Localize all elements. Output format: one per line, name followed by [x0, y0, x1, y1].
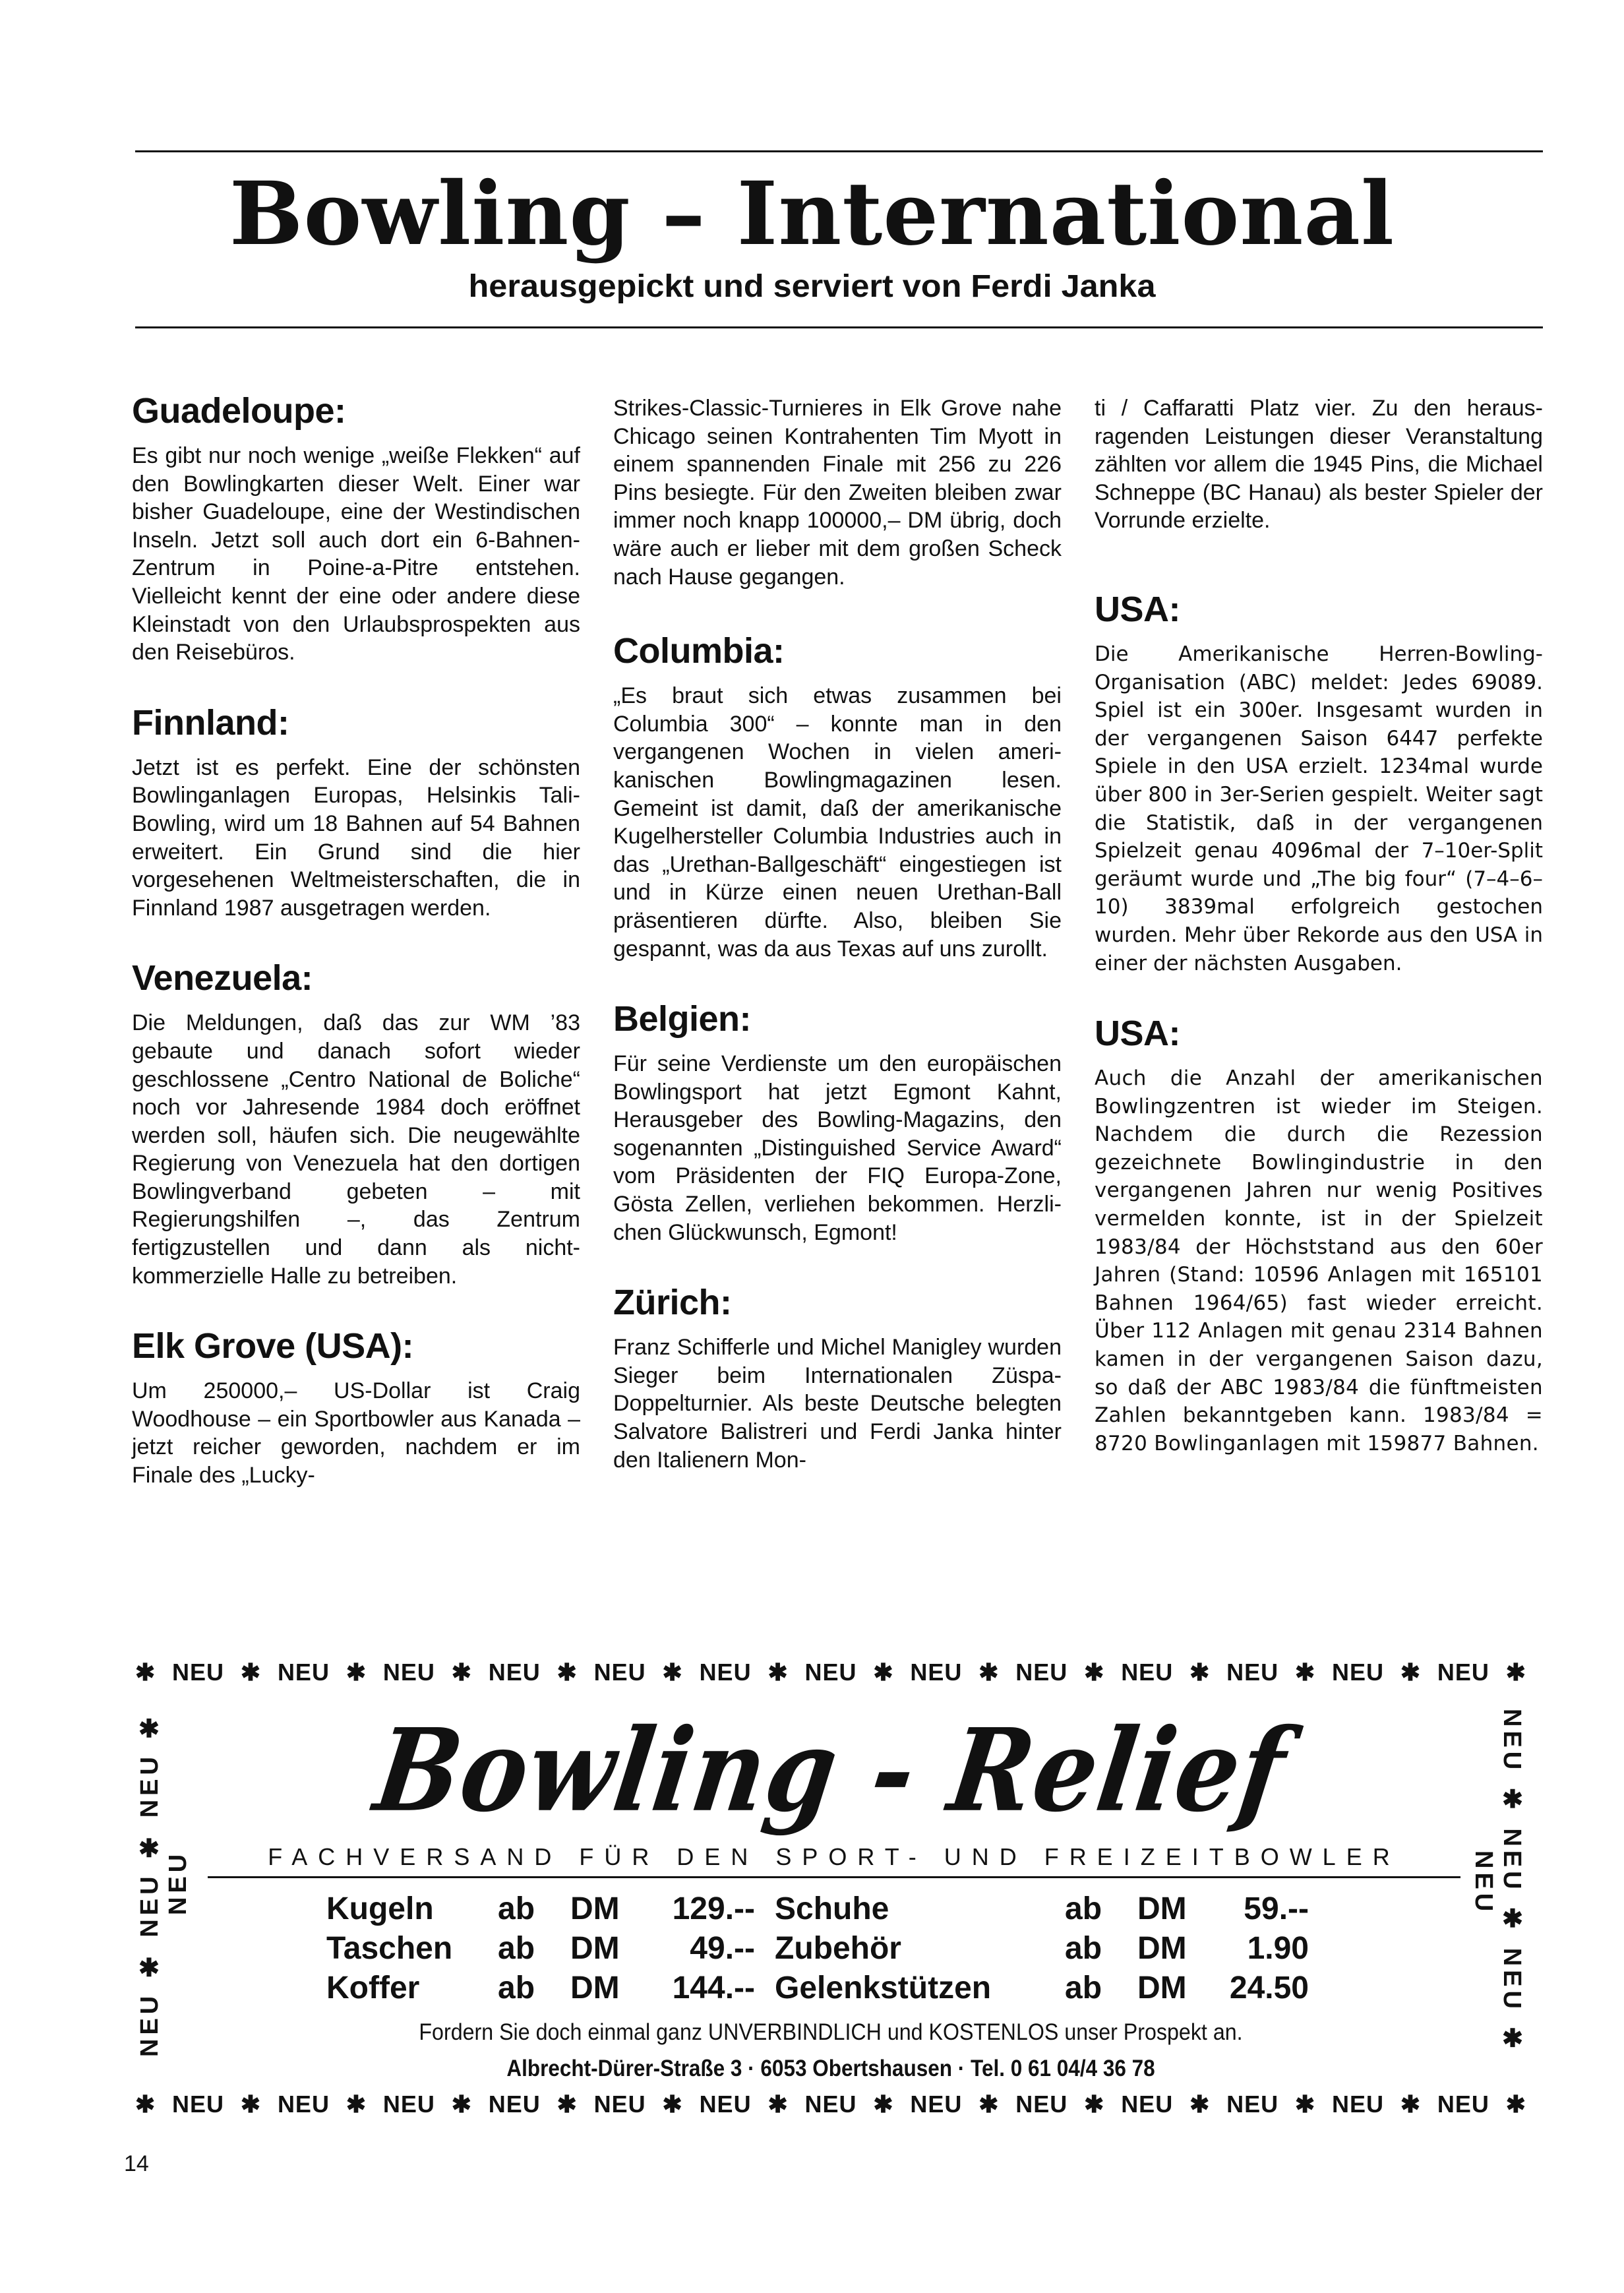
neu-label: NEU — [1015, 2091, 1068, 2118]
star-icon: ✱ — [346, 2091, 367, 2118]
price-value: 24.50 — [1229, 1971, 1309, 2005]
price-prefix: ab — [1065, 1891, 1102, 1926]
price-item-name: Kugeln — [326, 1891, 434, 1926]
news-body: Es gibt nur noch wenige „weiße Flekken“ auf den Bowlingkarten dieser Welt. Einer war bisher Guadeloupe, eine der Westindischen Inseln. Jetzt soll auch dort ein 6-Bahnen-Zentrum in Poine-a-Pitre entstehen. Vielleicht kennt der eine oder andere diese Kleinstadt von den Urlaubsprospekten aus den Reisebüros. — [132, 443, 580, 665]
star-icon: ✱ — [556, 1659, 578, 1686]
news-heading: USA: — [1095, 1014, 1180, 1054]
neu-label: NEU — [382, 2091, 435, 2118]
news-item-finnland — [132, 701, 580, 923]
price-currency: DM — [570, 1891, 620, 1926]
page-subtitle: herausgepickt und serviert von Ferdi Janka — [468, 269, 1156, 304]
star-icon: ✱ — [1189, 2091, 1211, 2118]
star-icon: ✱ — [662, 1659, 683, 1686]
star-icon: ✱ — [451, 1659, 472, 1686]
news-item-elk-grove — [132, 1324, 580, 1489]
news-item-guadeloupe — [132, 389, 580, 667]
price-item-name: Koffer — [326, 1971, 420, 2005]
star-icon: ✱ — [1084, 1659, 1105, 1686]
neu-label: NEU — [1226, 1659, 1279, 1686]
neu-label: NEU — [804, 1659, 857, 1686]
neu-label: NEU — [488, 2091, 541, 2118]
news-item-zuerich-continued — [1095, 394, 1543, 535]
price-value: 1.90 — [1247, 1931, 1309, 1966]
star-icon: ✱ — [662, 2091, 683, 2118]
star-icon: ✱ — [240, 2091, 262, 2118]
neu-label: NEU — [910, 1659, 963, 1686]
price-item-name: Taschen — [326, 1931, 453, 1966]
news-item-columbia — [613, 629, 1062, 963]
price-value: 59.-- — [1244, 1891, 1309, 1926]
advertisement-bowling-relief — [135, 1659, 1526, 2120]
price-prefix: ab — [1065, 1971, 1102, 2005]
news-item-usa-abc — [1095, 588, 1543, 977]
news-item-usa-centers — [1095, 1012, 1543, 1457]
star-icon: ✱ — [1294, 2091, 1316, 2118]
bowling-relief-logo: Bowling - Relief — [367, 1703, 1294, 1838]
star-icon: ✱ — [135, 2091, 156, 2118]
price-value: 129.-- — [672, 1891, 755, 1926]
news-heading: Columbia: — [613, 631, 785, 671]
star-icon: ✱ — [767, 2091, 789, 2118]
ad-tagline: FACHVERSAND FÜR DEN SPORT- UND FREIZEITBOWLER — [208, 1843, 1460, 1878]
star-icon: ✱ — [451, 2091, 472, 2118]
price-currency: DM — [570, 1971, 620, 2005]
neu-border-top — [135, 1659, 1526, 1686]
page-number: 14 — [124, 2151, 149, 2176]
neu-label: NEU — [172, 2091, 225, 2118]
star-icon: ✱ — [873, 1659, 894, 1686]
neu-label: NEU — [277, 2091, 330, 2118]
neu-label: NEU — [1332, 2091, 1385, 2118]
news-body: Um 250000,– US-Dollar ist Craig Woodhouse – ein Sportbowler aus Kanada – jetzt reicher geworden, nachdem er im Finale des „Lucky- — [132, 1378, 580, 1488]
neu-label: NEU — [382, 1659, 435, 1686]
star-icon: ✱ — [1400, 2091, 1422, 2118]
neu-label: NEU — [1015, 1659, 1068, 1686]
news-body: Jetzt ist es perfekt. Eine der schönsten Bowlinganlagen Europas, Helsinkis Tali-Bowling, wird um 18 Bahnen auf 54 Bahnen erweitert. Ein Grund sind die hier vorgesehenen Weltmeisterschaften, die in Finnland 1987 ausgetragen werden. — [132, 754, 580, 921]
neu-border-right: NEU ✱ NEU ✱ NEU ✱ NEU — [1470, 1709, 1526, 2057]
star-icon: ✱ — [1400, 1659, 1422, 1686]
star-icon: ✱ — [978, 2091, 1000, 2118]
ad-address: Albrecht-Dürer-Straße 3 · 6053 Obertshausen · Tel. 0 61 04/4 36 78 — [506, 2056, 1155, 2081]
neu-border-bottom — [135, 2091, 1526, 2118]
neu-label: NEU — [910, 2091, 963, 2118]
neu-label: NEU — [488, 1659, 541, 1686]
news-heading: Venezuela: — [132, 958, 313, 998]
neu-label: NEU — [277, 1659, 330, 1686]
price-currency: DM — [1137, 1891, 1187, 1926]
article-column-2 — [613, 394, 1062, 1508]
price-item-name: Gelenkstützen — [775, 1971, 992, 2005]
news-body: Die Meldungen, daß das zur WM ’83 gebaute und danach sofort wieder geschlossene „Centro National de Boliche“ noch vor Jahresende 1984 doch eröffnet werden soll, häufen sich. Die neugewählte Regierung von Venezuela hat den dortigen Bowlingverband gebeten – mit Regierungshilfen –, das Zentrum fertigzustellen und dann als nicht-kommerzielle Halle zu betreiben. — [132, 1010, 580, 1289]
price-item-name: Zubehör — [775, 1931, 901, 1966]
neu-border-left: NEU ✱ NEU ✱ NEU ✱ NEU — [136, 1709, 192, 2057]
star-icon: ✱ — [1505, 2091, 1526, 2118]
news-item-elk-grove-continued — [613, 394, 1062, 591]
price-list — [326, 1889, 1355, 2008]
star-icon: ✱ — [1294, 1659, 1316, 1686]
star-icon: ✱ — [873, 2091, 894, 2118]
article-column-1 — [132, 389, 580, 1524]
star-icon: ✱ — [240, 1659, 262, 1686]
news-body: Auch die Anzahl der amerikanischen Bowlingzentren ist wieder im Steigen. Nachdem die durch die Rezession gezeichnete Bowlingindustrie in den vergangenen Jahren nur wenig Positives vermelden konnte, ist in der Spielzeit 1983/84 der Höchststand aus den 60er Jahren (Stand: 10596 Anlagen mit 165101 Bahnen 1964/65) fast wieder erreicht. Über 112 Anlagen mit genau 2314 Bahnen kamen in der vergangenen Saison dazu, so daß der ABC 1983/84 die fünftmeisten Zahlen bekanntgeben kann. 1983/84 = 8720 Bowlinganlagen mit 159877 Bahnen. — [1095, 1066, 1543, 1455]
neu-label: NEU — [804, 2091, 857, 2118]
news-body: Strikes-Classic-Turnieres in Elk Grove nahe Chicago seinen Kontrahenten Tim Myott in einem spannenden Finale mit 256 zu 226 Pins besiegte. Für den Zweiten bleiben zwar immer noch knapp 100000,– DM übrig, doch wäre auch er lieber mit dem großen Scheck nach Hause gegangen. — [613, 396, 1062, 590]
header-rule-bottom — [135, 326, 1543, 328]
star-icon: ✱ — [1189, 1659, 1211, 1686]
star-icon: ✱ — [556, 2091, 578, 2118]
neu-label: NEU — [593, 2091, 646, 2118]
price-currency: DM — [570, 1931, 620, 1966]
star-icon: ✱ — [978, 1659, 1000, 1686]
neu-label: NEU — [172, 1659, 225, 1686]
news-body: „Es braut sich etwas zusammen bei Columbia 300“ – konnte man in den vergangenen Wochen in vielen amerikanischen Bowlingmagazinen lesen. Gemeint ist damit, daß der amerikanische Kugelhersteller Columbia Industries auch in das „Urethan-Ballgeschäft“ eingestiegen ist und in Kürze einen neuen Urethan-Ball präsentieren dürfte. Also, bleiben Sie gespannt, was da aus Texas auf uns zurollt. — [613, 683, 1062, 962]
star-icon: ✱ — [1084, 2091, 1105, 2118]
news-body: ti / Caffaratti Platz vier. Zu den herausragenden Leistungen dieser Veranstaltung zählten vor allem die 1945 Pins, die Michael Schneppe (BC Hanau) als bester Spieler der Vorrunde erzielte. — [1095, 396, 1543, 534]
news-item-belgien — [613, 997, 1062, 1246]
news-body: Für seine Verdienste um den europäischen Bowlingsport hat jetzt Egmont Kahnt, Herausgeber des Bowling-Magazins, den sogenannten „Distinguished Service Award“ vom Präsidenten der FIQ Europa-Zone, Gösta Zellen, verliehen bekommen. Herzlichen Glückwunsch, Egmont! — [613, 1051, 1062, 1245]
price-prefix: ab — [498, 1971, 535, 2005]
star-icon: ✱ — [767, 1659, 789, 1686]
price-prefix: ab — [498, 1891, 535, 1926]
page-title: Bowling – International — [229, 163, 1395, 265]
article-column-3 — [1095, 394, 1543, 1492]
neu-label: NEU — [593, 1659, 646, 1686]
ad-prospectus-note: Fordern Sie doch einmal ganz UNVERBINDLICH und KOSTENLOS unser Prospekt an. — [419, 2019, 1243, 2045]
news-heading: Elk Grove (USA): — [132, 1326, 414, 1366]
news-heading: Guadeloupe: — [132, 391, 346, 431]
price-item-name: Schuhe — [775, 1891, 889, 1926]
neu-label: NEU — [1226, 2091, 1279, 2118]
neu-label: NEU — [1437, 1659, 1489, 1686]
neu-label: NEU — [1121, 1659, 1174, 1686]
neu-label: NEU — [1332, 1659, 1385, 1686]
price-value: 144.-- — [672, 1971, 755, 2005]
news-body: Franz Schifferle und Michel Manigley wurden Sieger beim Internationalen Züspa-Doppelturnier. Als beste Deutsche belegten Salvatore Balistreri und Ferdi Janka hinter den Italienern Mon- — [613, 1335, 1062, 1473]
news-item-venezuela — [132, 956, 580, 1290]
price-prefix: ab — [498, 1931, 535, 1966]
news-heading: Zürich: — [613, 1283, 732, 1323]
star-icon: ✱ — [135, 1659, 156, 1686]
neu-label: NEU — [699, 2091, 752, 2118]
news-heading: Belgien: — [613, 999, 752, 1039]
news-body: Die Amerikanische Herren-Bowling-Organisation (ABC) meldet: Jedes 69089. Spiel ist ein 300er. Insgesamt wurden in der vergangenen Saison 6447 perfekte Spiele in den USA erzielt. 1234mal wurde über 800 in 3er-Serien gespielt. Weiter sagt die Statistik, daß in der vergangenen Spielzeit genau 4096mal der 7–10er-Split geräumt wurde und „The big four“ (7–4–6–10) 3839mal erfolgreich gestochen wurden. Mehr über Rekorde aus den USA in einer der nächsten Ausgaben. — [1095, 642, 1543, 975]
header-rule-top — [135, 150, 1543, 152]
neu-label: NEU — [699, 1659, 752, 1686]
price-currency: DM — [1137, 1931, 1187, 1966]
price-currency: DM — [1137, 1971, 1187, 2005]
star-icon: ✱ — [346, 1659, 367, 1686]
price-value: 49.-- — [690, 1931, 755, 1966]
news-heading: Finnland: — [132, 702, 289, 743]
news-heading: USA: — [1095, 589, 1180, 629]
star-icon: ✱ — [1505, 1659, 1526, 1686]
news-item-zuerich — [613, 1281, 1062, 1474]
price-prefix: ab — [1065, 1931, 1102, 1966]
neu-label: NEU — [1121, 2091, 1174, 2118]
neu-label: NEU — [1437, 2091, 1489, 2118]
